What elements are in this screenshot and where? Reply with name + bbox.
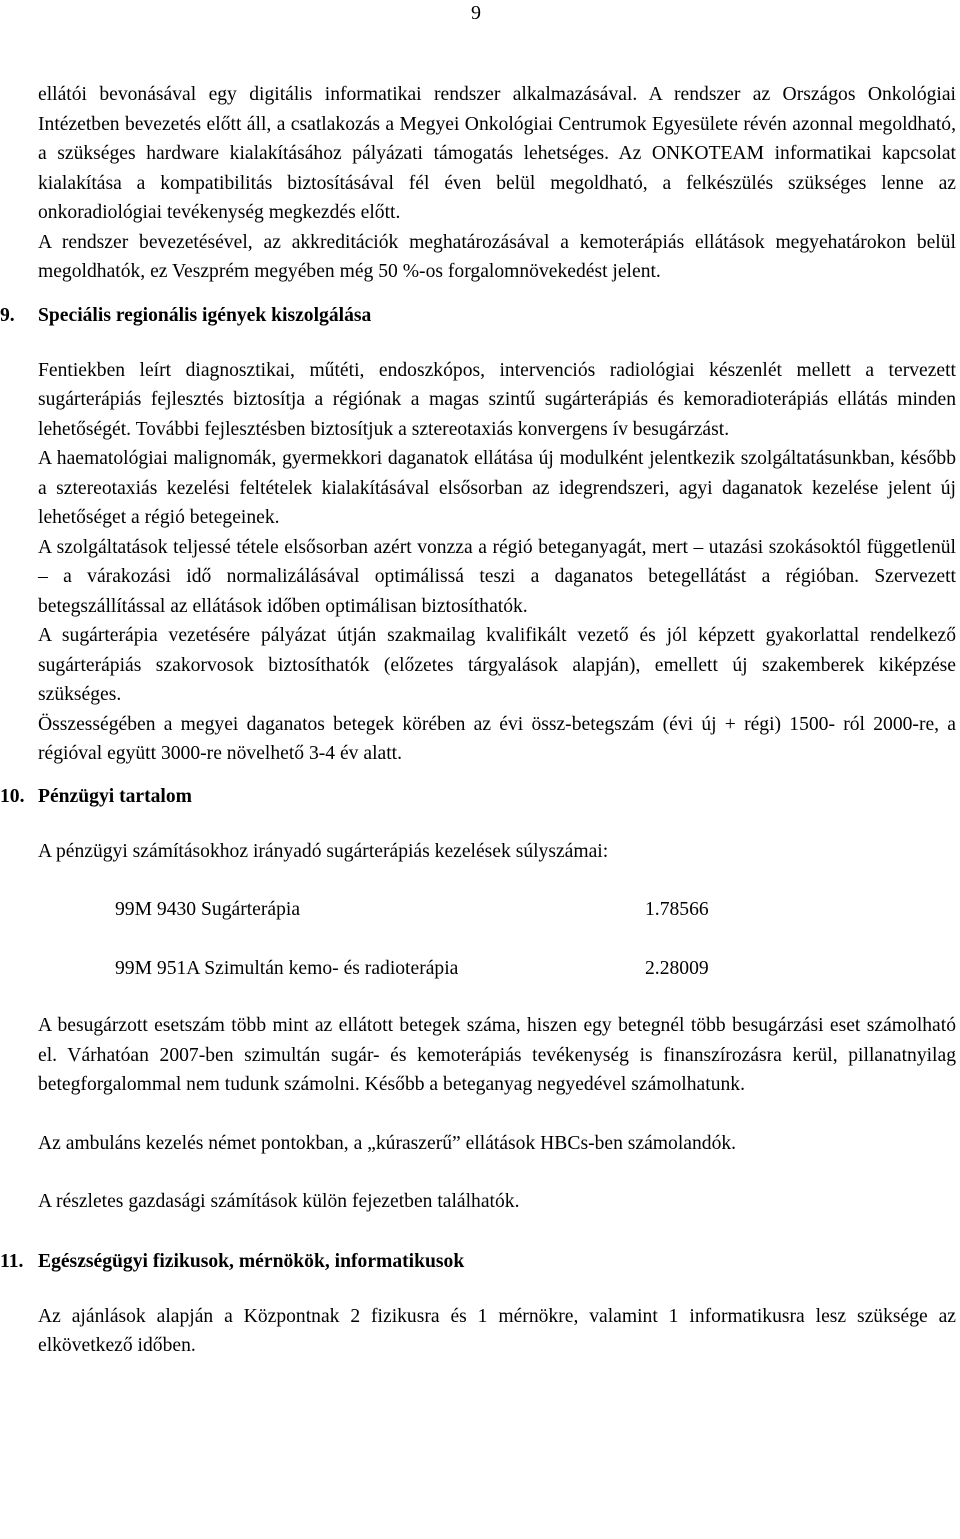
weight-row <box>115 954 956 984</box>
section-9-paragraph-5: Összességében a megyei daganatos betegek körében az évi össz-betegszám (évi új + régi) 1500- ról 2000-re, a régióval együtt 3000-re növelhető 3-4 év alatt. <box>38 713 956 764</box>
weight-row <box>115 895 956 925</box>
section-10-intro: A pénzügyi számításokhoz irányadó sugárterápiás kezelések súlyszámai: <box>38 840 609 862</box>
intro-paragraph-1: ellátói bevonásával egy digitális informatikai rendszer alkalmazásával. A rendszer az Országos Onkológiai Intézetben bevezetés előtt áll, a csatlakozás a Megyei Onkológiai Centrumok Egyesülete révén azonnal megoldható, a szükséges hardware kialakításához pályázati támogatás lehetséges. Az ONKOTEAM informatikai kapcsolat kialakítása a kompatibilitás biztosításával fél éven belül megoldható, a felkészülés szükséges lenne az onkoradiológiai tevékenység megkezdés előtt. <box>38 84 956 223</box>
section-9-paragraph-1: Fentiekben leírt diagnosztikai, műtéti, endoszkópos, intervenciós radiológiai készenlét mellett a tervezett sugárterápiás fejlesztés biztosítja a régiónak a magas szintű sugárterápiás és kemoradioterápiás ellátás minden lehetőségét. További fejlesztésben biztosítjuk a sztereotaxiás konvergens ív besugárzást. <box>38 359 956 440</box>
weight-code: 99M 9430 Sugárterápia <box>115 899 301 920</box>
section-10-paragraph-3: A részletes gazdasági számítások külön fejezetben találhatók. <box>38 1191 520 1212</box>
weight-value: 2.28009 <box>645 958 709 979</box>
section-9-heading <box>0 301 956 330</box>
section-10-heading <box>0 782 956 811</box>
section-9-paragraph-3: A szolgáltatások teljessé tétele elsősorban azért vonzza a régió beteganyagát, mert – utazási szokásoktól függetlenül – a várakozási idő normalizálásával optimálissá teszi a daganatos betegellátást a régióban. Szervezett betegszállítással az ellátások időben optimálisan biztosíthatók. <box>38 536 956 617</box>
section-11-title: Egészségügyi fizikusok, mérnökök, informatikusok <box>38 1250 465 1272</box>
section-10-number: 10. <box>0 785 25 807</box>
weight-code: 99M 951A Szimultán kemo- és radioterápia <box>115 958 459 979</box>
section-9-paragraph-2: A haematológiai malignomák, gyermekkori daganatok ellátása új modulként jelentkezik szolgáltatásunkban, később a sztereotaxiás kezelési feltételek kialakításával elsősorban az idegrendszeri, agyi daganatok kezelése jelent új lehetőséget a régió betegeinek. <box>38 448 956 528</box>
section-11-paragraph-1: Az ajánlások alapján a Központnak 2 fizikusra és 1 mérnökre, valamint 1 informatikusra lesz szüksége az elkövetkező időben. <box>38 1305 956 1356</box>
section-10-title: Pénzügyi tartalom <box>38 785 192 807</box>
weight-value: 1.78566 <box>645 899 709 920</box>
section-9-paragraph-4: A sugárterápia vezetésére pályázat útján szakmailag kvalifikált vezető és jól képzett gyakorlattal rendelkező sugárterápiás szakorvosok biztosíthatók (előzetes tárgyalások alapján), emellett új szakemberek kiképzése szükséges. <box>38 625 956 705</box>
intro-paragraph-2: A rendszer bevezetésével, az akkreditációk meghatározásával a kemoterápiás ellátások megyehatárokon belül megoldhatók, ez Veszprém megyében még 50 %-os forgalomnövekedést jelent. <box>38 231 956 282</box>
section-9-title: Speciális regionális igények kiszolgálása <box>38 304 372 326</box>
section-11-number: 11. <box>0 1250 24 1272</box>
section-10-paragraph-1: A besugárzott esetszám több mint az ellátott betegek száma, hiszen egy betegnél több besugárzási eset számolható el. Várhatóan 2007-ben szimultán sugár- és kemoterápiás tevékenység is finanszírozásra kerül, pillanatnyilag betegforgalommal nem tudunk számolni. Később a beteganyag negyedével számolhatunk. <box>38 1015 956 1095</box>
section-11-heading <box>0 1247 956 1276</box>
page-number: 9 <box>471 2 481 24</box>
document-body <box>0 80 956 1361</box>
section-9-number: 9. <box>0 304 15 326</box>
section-10-paragraph-2: Az ambuláns kezelés német pontokban, a „kúraszerű” ellátások HBCs-ben számolandók. <box>38 1132 737 1154</box>
